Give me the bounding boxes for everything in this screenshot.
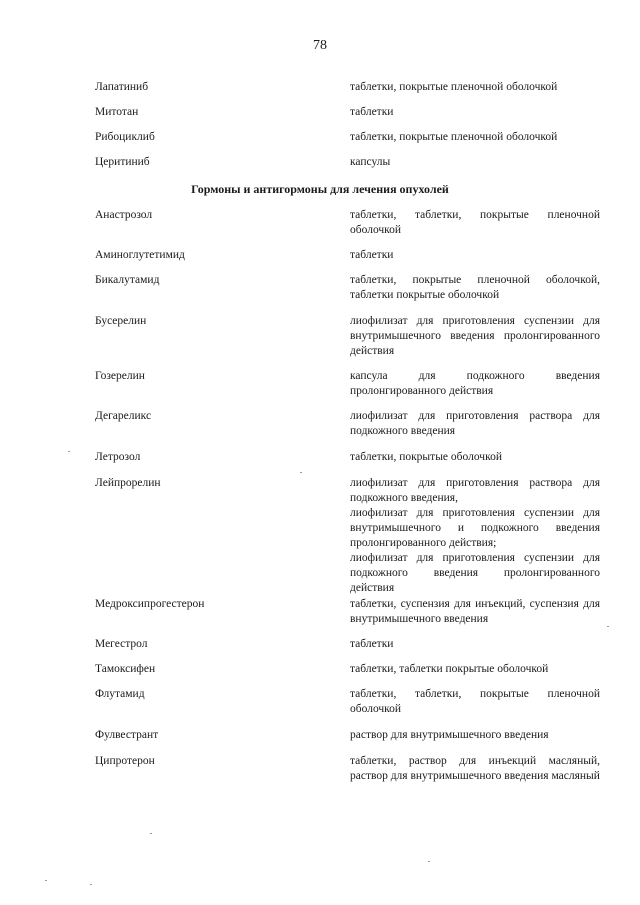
drug-form: таблетки, таблетки, покрытые пленочной оболочкой [350, 688, 600, 715]
drug-name: Бикалутамид [95, 274, 160, 286]
drug-name: Флутамид [95, 688, 145, 700]
drug-name: Тамоксифен [95, 663, 156, 675]
drug-name: Фулвестрант [95, 729, 159, 741]
drug-name: Анастрозол [95, 209, 153, 221]
drug-form: таблетки, покрытые пленочной оболочкой [350, 131, 558, 143]
drug-form: таблетки, таблетки покрытые оболочкой [350, 663, 549, 675]
drug-name: Дегареликс [95, 410, 152, 422]
drug-name: Гозерелин [95, 370, 145, 382]
drug-form: таблетки, таблетки, покрытые пленочной оболочкой [350, 209, 600, 236]
scan-speck [607, 626, 609, 627]
drug-name: Церитиниб [95, 156, 150, 168]
drug-form: таблетки, покрытые оболочкой [350, 451, 502, 463]
drug-form: капсула для подкожного введения пролонгированного действия [350, 370, 600, 397]
drug-form: таблетки [350, 638, 394, 650]
scan-speck [300, 472, 302, 473]
drug-form: таблетки, покрытые пленочной оболочкой, таблетки покрытые оболочкой [350, 274, 600, 301]
drug-form: лиофилизат для приготовления суспензии для внутримышечного введения пролонгированного действия [350, 315, 600, 357]
drug-name: Ципротерон [95, 755, 155, 767]
drug-name: Рибоциклиб [95, 131, 155, 143]
drug-name: Аминоглутетимид [95, 249, 185, 261]
scan-speck [68, 451, 70, 452]
drug-form: лиофилизат для приготовления раствора для подкожного введения [350, 410, 600, 437]
drug-form: таблетки [350, 106, 394, 118]
drug-name: Мегестрол [95, 638, 148, 650]
drug-form: таблетки, раствор для инъекций масляный, раствор для внутримышечного введения масляный [350, 755, 600, 782]
section-heading: Гормоны и антигормоны для лечения опухолей [191, 182, 449, 196]
drug-name: Митотан [95, 106, 139, 118]
drug-name: Летрозол [95, 451, 141, 463]
drug-form: таблетки, суспензия для инъекций, суспензия для внутримышечного введения [350, 598, 600, 625]
drug-name: Лапатиниб [95, 81, 149, 93]
drug-form: таблетки [350, 249, 394, 261]
drug-name: Медроксипрогестерон [95, 598, 205, 610]
drug-form: раствор для внутримышечного введения [350, 729, 549, 741]
page-number: 78 [313, 38, 327, 53]
drug-form-line: лиофилизат для приготовления раствора для подкожного введения, [350, 477, 600, 504]
scan-speck [45, 880, 47, 881]
scan-speck [90, 884, 92, 885]
drug-form-line: лиофилизат для приготовления суспензии для внутримышечного и подкожного введения пролонгированного действия; [350, 507, 600, 549]
drug-name: Лейпрорелин [95, 477, 161, 489]
drug-form: капсулы [350, 156, 391, 168]
drug-form [350, 476, 600, 596]
drug-form-line: лиофилизат для приготовления суспензии для подкожного введения пролонгированного действия [350, 552, 600, 594]
scan-speck [150, 833, 152, 834]
drug-name: Бусерелин [95, 315, 147, 327]
drug-form: таблетки, покрытые пленочной оболочкой [350, 81, 558, 93]
scan-speck [428, 861, 430, 862]
